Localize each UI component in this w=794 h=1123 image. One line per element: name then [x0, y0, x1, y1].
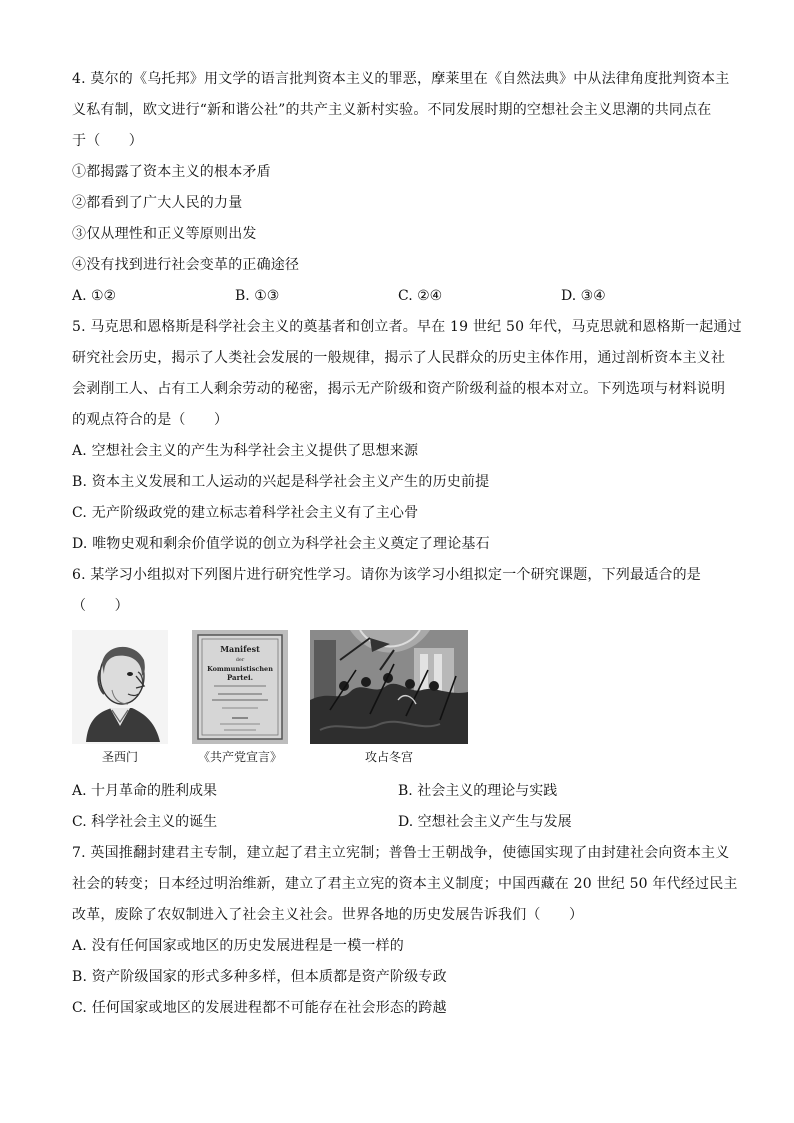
question-4-options	[72, 281, 724, 312]
question-4-option-d[interactable]: D. ③④	[561, 288, 606, 304]
question-4-item-2: ②都看到了广大人民的力量	[72, 195, 243, 211]
question-5-option-a[interactable]: A. 空想社会主义的产生为科学社会主义提供了思想来源	[72, 443, 419, 459]
saint-simon-caption: 圣西门	[101, 750, 138, 764]
question-7-stem-line-2: 社会的转变；日本经过明治维新，建立了君主立宪的资本主义制度；中国西藏在 20 世纪 50 年代经过民主	[72, 876, 738, 892]
question-4-option-b[interactable]: B. ①③	[235, 288, 280, 304]
communist-manifesto-caption: 《共产党宣言》	[197, 750, 282, 764]
question-6-options-row-1	[72, 776, 724, 807]
question-6-option-d[interactable]: D. 空想社会主义产生与发展	[398, 814, 572, 830]
question-4-item-3: ③仅从理性和正义等原则出发	[72, 226, 257, 242]
question-7-option-b[interactable]: B. 资产阶级国家的形式多种多样，但本质都是资产阶级专政	[72, 969, 447, 985]
question-6-option-b[interactable]: B. 社会主义的理论与实践	[398, 783, 558, 799]
question-5-stem-line-1: 5. 马克思和恩格斯是科学社会主义的奠基者和创立者。早在 19 世纪 50 年代，马克思就和恩格斯一起通过	[72, 319, 742, 335]
question-5-stem-line-2: 研究社会历史，揭示了人类社会发展的一般规律，揭示了人民群众的历史主体作用，通过剖析资本主义社	[72, 350, 726, 366]
question-4	[72, 64, 730, 312]
question-5-stem-line-4: 的观点符合的是（ ）	[72, 412, 229, 428]
question-4-stem-line-2: 义私有制，欧文进行“新和谐公社”的共产主义新村实验。不同发展时期的空想社会主义思潮的共同点在	[72, 102, 712, 118]
exam-page	[72, 64, 742, 1024]
manifesto-title-word-3: Kommunistischen	[207, 665, 273, 673]
question-7-stem-line-1: 7. 英国推翻封建君主专制，建立起了君主立宪制；普鲁士王朝战争，使德国实现了由封建社会向资本主义	[72, 845, 730, 861]
question-7-option-a[interactable]: A. 没有任何国家或地区的历史发展进程是一模一样的	[72, 938, 405, 954]
question-4-item-4: ④没有找到进行社会变革的正确途径	[72, 257, 300, 273]
question-5	[72, 312, 742, 560]
question-5-option-c[interactable]: C. 无产阶级政党的建立标志着科学社会主义有了主心骨	[72, 505, 419, 521]
question-6-stem-line-1: 6. 某学习小组拟对下列图片进行研究性学习。请你为该学习小组拟定一个研究课题，下列最适合的是	[72, 567, 702, 583]
question-7-stem-line-3: 改革，废除了农奴制进入了社会主义社会。世界各地的历史发展告诉我们（ ）	[72, 907, 584, 923]
question-6-option-a[interactable]: A. 十月革命的胜利成果	[72, 783, 218, 799]
saint-simon-portrait-image	[72, 630, 168, 744]
question-4-item-1: ①都揭露了资本主义的根本矛盾	[72, 164, 271, 180]
manifesto-title-word-2: der	[235, 657, 245, 663]
question-5-stem-line-3: 会剥削工人、占有工人剩余劳动的秘密，揭示无产阶级和资产阶级利益的根本对立。下列选项与材料说明	[72, 381, 726, 397]
communist-manifesto-cover-image	[192, 630, 288, 744]
question-6-option-c[interactable]: C. 科学社会主义的诞生	[72, 814, 218, 830]
question-5-option-d[interactable]: D. 唯物史观和剩余价值学说的创立为科学社会主义奠定了理论基石	[72, 536, 490, 552]
storming-winter-palace-caption: 攻占冬宫	[364, 750, 413, 764]
question-7-option-c[interactable]: C. 任何国家或地区的发展进程都不可能存在社会形态的跨越	[72, 1000, 447, 1016]
question-4-option-a[interactable]: A. ①②	[72, 288, 117, 304]
question-5-option-b[interactable]: B. 资本主义发展和工人运动的兴起是科学社会主义产生的历史前提	[72, 474, 490, 490]
question-4-stem-line-1: 4. 莫尔的《乌托邦》用文学的语言批判资本主义的罪恶，摩莱里在《自然法典》中从法律角度批判资本主	[72, 71, 730, 87]
question-6-stem-line-2: （ ）	[72, 598, 129, 614]
question-6	[72, 560, 724, 838]
question-4-stem-line-3: 于（ ）	[72, 133, 143, 149]
manifesto-title-word-1: Manifest	[220, 644, 260, 654]
question-4-option-c[interactable]: C. ②④	[398, 288, 443, 304]
manifesto-title-word-4: Partei.	[226, 673, 254, 682]
question-6-options-row-2	[72, 807, 724, 838]
question-7	[72, 838, 738, 1024]
question-6-image-row	[72, 630, 724, 772]
storming-winter-palace-image	[310, 630, 468, 744]
